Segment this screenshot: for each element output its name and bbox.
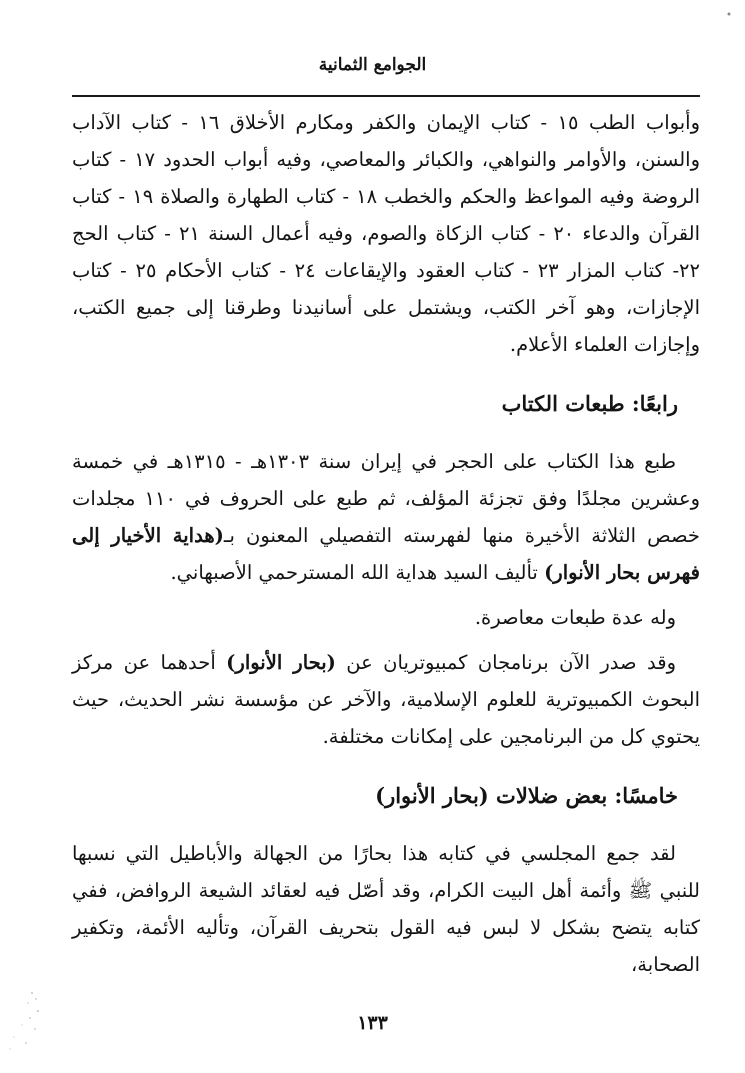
paragraph-software [72, 644, 700, 755]
scan-corner-mark [725, 10, 733, 18]
scan-edge-specks [2, 985, 46, 1055]
page-body [72, 104, 700, 983]
software-text-end: أحدهما عن مركز البحوث الكمبيوترية للعلوم الإسلامية، والآخر عن مؤسسة نشر الحديث، حيث يحتوي كل من البرنامجين على إمكانات مختلفة. [72, 651, 700, 748]
paragraph-errors: لقد جمع المجلسي في كتابه هذا بحارًا من الجهالة والأباطيل التي نسبها للنبي ﷺ وأئمة أهل البيت الكرام، وقد أصّل فيه لعقائد الشيعة الروافض، ففي كتابه يتضح بشكل لا لبس فيه القول بتحريف القرآن، وتأليه الأئمة، وتكفير الصحابة، [72, 842, 700, 976]
book-title-bold: (بحار الأنوار) [226, 651, 336, 674]
software-text-start: وقد صدر الآن برنامجان كمبيوتريان عن [335, 651, 676, 674]
paragraph-book-chapters: وأبواب الطب ١٥ - كتاب الإيمان والكفر ومكارم الأخلاق ١٦ - كتاب الآداب والسنن، والأوامر والنواهي، والكبائر والمعاصي، وفيه أبواب الحدود ١٧ - كتاب الروضة وفيه المواعظ والحكم والخطب ١٨ - كتاب الطهارة والصلاة ١٩ - كتاب القرآن والدعاء ٢٠ - كتاب الزكاة والصوم، وفيه أعمال السنة ٢١ - كتاب الحج ٢٢- كتاب المزار ٢٣ - كتاب العقود والإيقاعات ٢٤ - كتاب الأحكام ٢٥ - كتاب الإجازات، وهو آخر الكتب، ويشتمل على أسانيدنا وطرقنا إلى جميع الكتب، وإجازات العلماء الأعلام. [72, 111, 701, 356]
editions-text-start: طبع هذا الكتاب على الحجر في إيران سنة ١٣٠٣هـ - ١٣١٥هـ في خمسة وعشرين مجلدًا وفق تجزئة المؤلف، ثم طبع على الحروف في ١١٠ مجلدات خصص الثلاثة الأخيرة منها لفهرسته التفصيلي المعنون بـ [72, 450, 700, 547]
paragraph-modern-editions: وله عدة طبعات معاصرة. [474, 606, 676, 629]
section-heading-editions: رابعًا: طبعات الكتاب [501, 391, 678, 416]
paragraph-editions [72, 443, 700, 591]
index-title: (هداية الأخيار إلى فهرس بحار الأنوار) [72, 524, 700, 584]
section-heading-errors: خامسًا: بعض ضلالات (بحار الأنوار) [375, 783, 678, 808]
header-rule [72, 95, 700, 97]
editions-text-end: تأليف السيد هداية الله المسترحمي الأصبهاني. [170, 561, 545, 584]
running-title: الجوامع الثمانية [318, 55, 427, 75]
page-number: ١٣٣ [357, 1012, 388, 1034]
